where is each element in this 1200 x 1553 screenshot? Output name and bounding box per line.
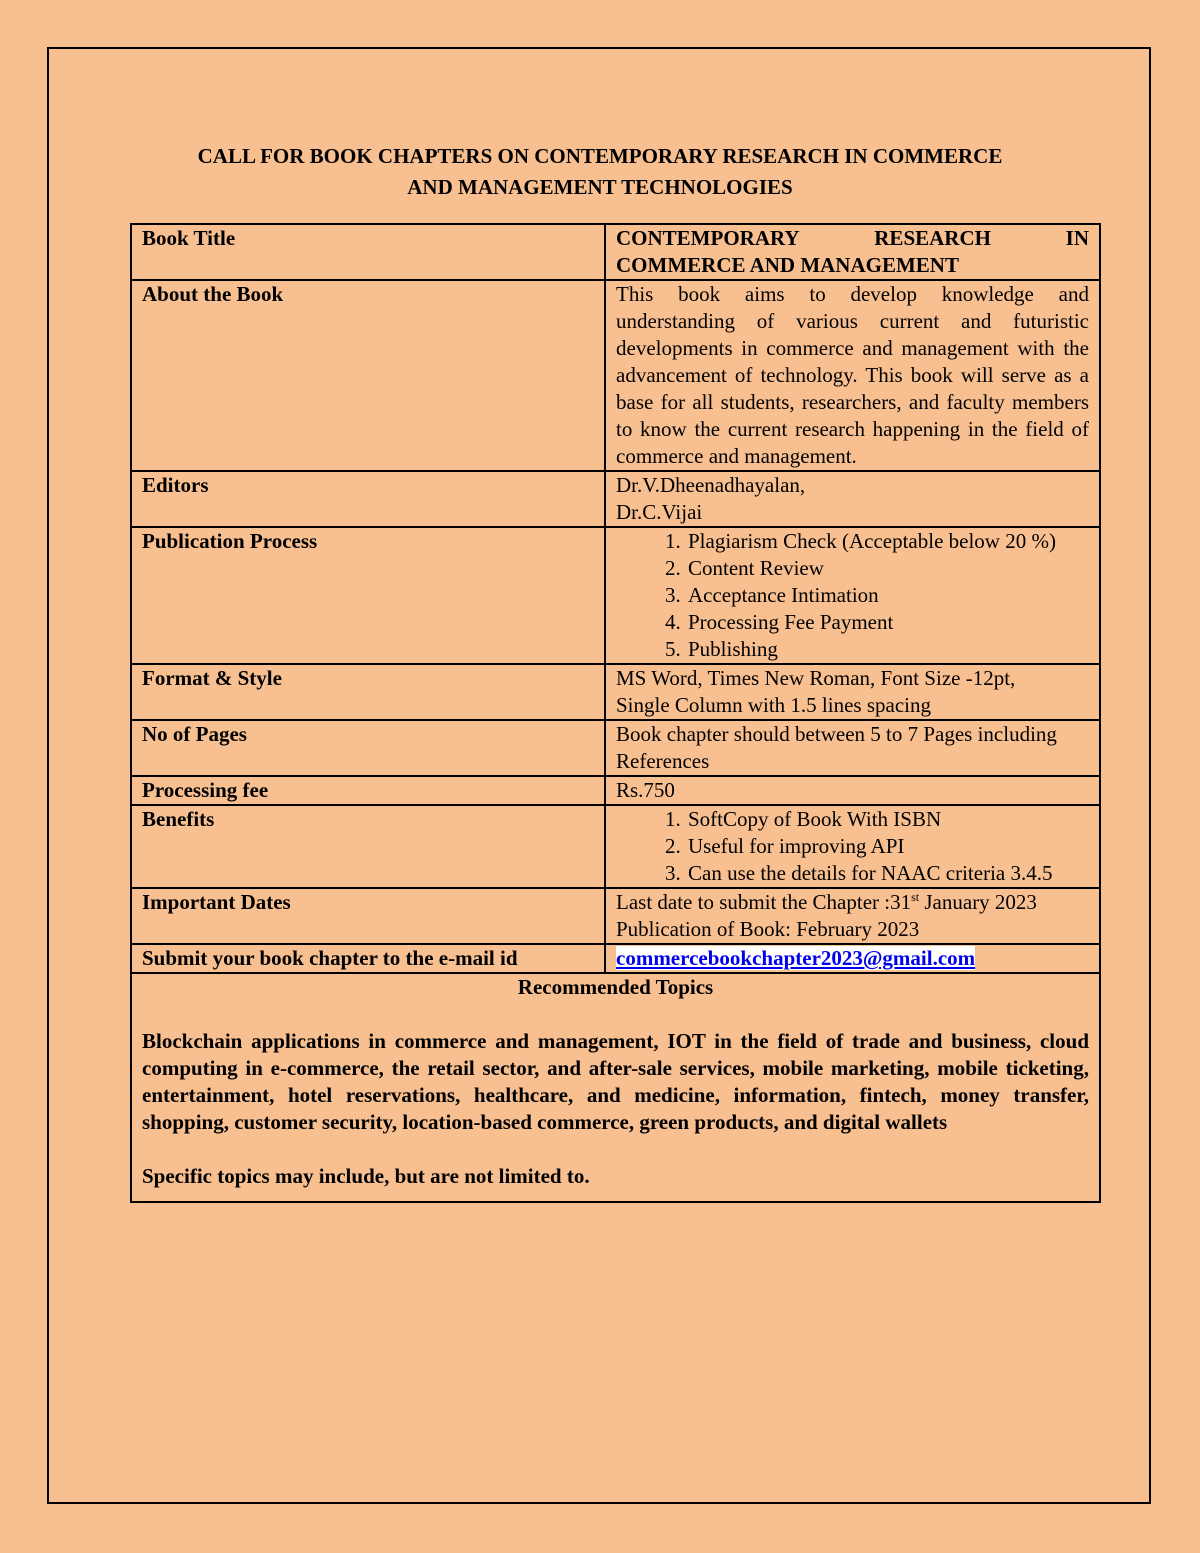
book-title-line-2: COMMERCE AND MANAGEMENT xyxy=(616,253,959,277)
submit-label: Submit your book chapter to the e-mail id xyxy=(131,944,605,973)
document-title-line-2: AND MANAGEMENT TECHNOLOGIES xyxy=(407,175,793,199)
row-editors xyxy=(131,471,1100,527)
pages-line-1: Book chapter should between 5 to 7 Pages including xyxy=(616,722,1057,746)
book-title-value xyxy=(605,224,1100,280)
process-label: Publication Process xyxy=(131,527,605,664)
row-processing-fee xyxy=(131,776,1100,805)
publication-date: Publication of Book: February 2023 xyxy=(616,917,920,941)
submission-deadline-prefix: Last date to submit the Chapter :31 xyxy=(616,890,912,914)
benefit-item: 1. SoftCopy of Book With ISBN xyxy=(686,806,1089,833)
format-label: Format & Style xyxy=(131,664,605,720)
format-value xyxy=(605,664,1100,720)
pages-value xyxy=(605,720,1100,776)
topics-body: Blockchain applications in commerce and management, IOT in the field of trade and business, cloud computing in e-commerce, the retail sector, and after-sale services, mobile marketing, mobile ticketing, entertainment, hotel reservations, healthcare, and medicine, information, fintech, money transfer, shopping, customer security, location-based commerce, green products, and digital wallets xyxy=(142,1029,1089,1134)
editor-name: Dr.C.Vijai xyxy=(616,500,703,524)
process-step: 1. Plagiarism Check (Acceptable below 20 %) xyxy=(686,528,1089,555)
call-for-chapters-table xyxy=(130,223,1101,1203)
about-value: This book aims to develop knowledge and understanding of various current and futuristic developments in commerce and management with the advancement of technology. This book will serve as a base for all students, researchers, and faculty members to know the current research happening in the field of commerce and management. xyxy=(605,280,1100,471)
email-link[interactable]: commercebookchapter2023@gmail.com xyxy=(616,946,976,970)
submit-value xyxy=(605,944,1100,973)
row-about-the-book xyxy=(131,280,1100,471)
dates-label: Important Dates xyxy=(131,888,605,944)
benefits-value xyxy=(605,805,1100,888)
submission-deadline xyxy=(616,889,1089,916)
benefit-item: 2. Useful for improving API xyxy=(686,833,1089,860)
process-steps-list xyxy=(616,528,1089,663)
editors-value xyxy=(605,471,1100,527)
ordinal-suffix: st xyxy=(911,890,920,904)
row-book-title xyxy=(131,224,1100,280)
process-step: 2. Content Review xyxy=(686,555,1089,582)
topics-note: Specific topics may include, but are not limited to. xyxy=(142,1164,590,1188)
row-no-of-pages xyxy=(131,720,1100,776)
process-step: 4. Processing Fee Payment xyxy=(686,609,1089,636)
pages-label: No of Pages xyxy=(131,720,605,776)
book-title-label: Book Title xyxy=(131,224,605,280)
row-important-dates xyxy=(131,888,1100,944)
row-benefits xyxy=(131,805,1100,888)
book-title-word: IN xyxy=(1065,226,1089,250)
submission-deadline-suffix: January 2023 xyxy=(919,890,1037,914)
fee-value: Rs.750 xyxy=(605,776,1100,805)
book-title-line-1 xyxy=(616,225,1089,252)
book-title-word: CONTEMPORARY xyxy=(616,226,800,250)
topics-heading: Recommended Topics xyxy=(517,975,714,999)
book-title-word: RESEARCH xyxy=(874,226,991,250)
process-step: 5. Publishing xyxy=(686,636,1089,663)
dates-value xyxy=(605,888,1100,944)
format-line-2: Single Column with 1.5 lines spacing xyxy=(616,693,931,717)
process-step: 3. Acceptance Intimation xyxy=(686,582,1089,609)
row-recommended-topics xyxy=(131,973,1100,1202)
pages-line-2: References xyxy=(616,749,710,773)
row-publication-process xyxy=(131,527,1100,664)
editor-name: Dr.V.Dheenadhayalan, xyxy=(616,473,806,497)
format-line-1: MS Word, Times New Roman, Font Size -12pt, xyxy=(616,666,1016,690)
document-title xyxy=(130,141,1070,203)
row-format-style xyxy=(131,664,1100,720)
row-submit-email xyxy=(131,944,1100,973)
benefits-label: Benefits xyxy=(131,805,605,888)
document-title-line-1: CALL FOR BOOK CHAPTERS ON CONTEMPORARY RESEARCH IN COMMERCE xyxy=(197,144,1003,168)
editors-label: Editors xyxy=(131,471,605,527)
about-label: About the Book xyxy=(131,280,605,471)
benefit-item: 3. Can use the details for NAAC criteria 3.4.5 xyxy=(686,860,1089,887)
topics-cell xyxy=(131,973,1100,1202)
fee-label: Processing fee xyxy=(131,776,605,805)
benefits-list xyxy=(616,806,1089,887)
process-value xyxy=(605,527,1100,664)
